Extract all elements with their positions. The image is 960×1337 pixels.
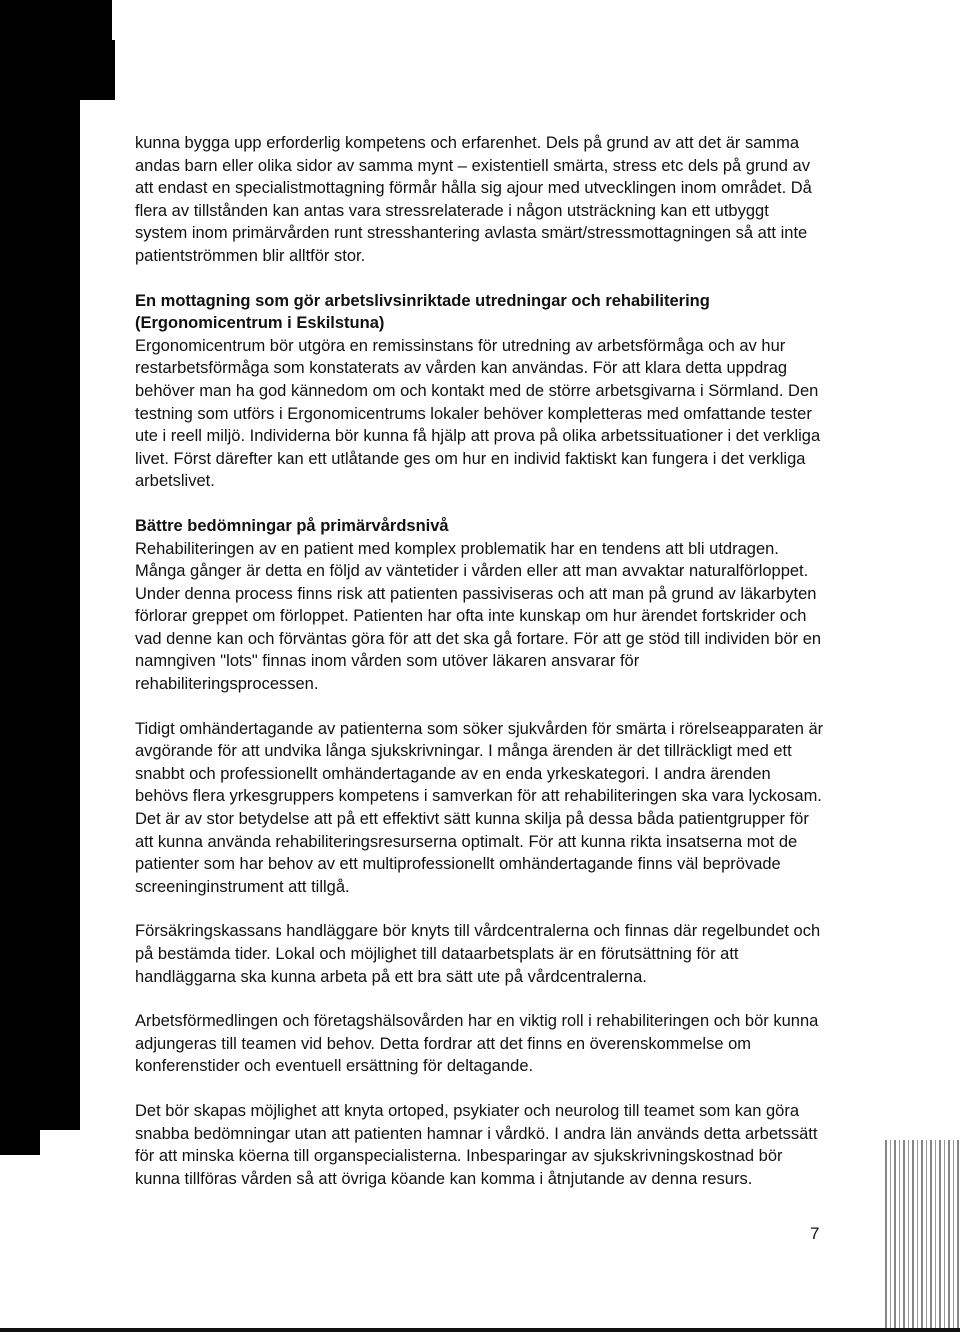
page-number: 7 — [810, 1224, 820, 1243]
scan-border-left — [0, 0, 80, 1130]
scan-border-left-notch — [80, 40, 115, 100]
paragraph-tidigt-omhandertagande: Tidigt omhändertagande av patienterna som söker sjukvården för smärta i rörelseapparaten är avgörande för att undvika långa sjukskrivningar. I många ärenden är det tillräckligt med ett snabbt och professionellt omhändertagande av en enda yrkeskategori. I andra ärenden behövs flera yrkesgruppers kompetens i samverkan för att rehabiliteringen ska vara lyckosam. Det är av stor betydelse att på ett effektivt sätt kunna skilja på dessa båda patientgrupper för att kunna använda rehabiliteringsresurserna optimalt. För att kunna rikta insatserna mot de patienter som har behov av ett multiprofessionellt omhändertagande finns väl beprövade screeninginstrument att tillgå. — [135, 719, 824, 896]
section-heading-primarvard: Bättre bedömningar på primärvårdsnivå — [135, 516, 449, 535]
paragraph-ergonomicentrum: Ergonomicentrum bör utgöra en remissinstans för utredning av arbetsförmåga och av hur restarbetsförmåga som konstaterats av vården kan användas. För att klara detta uppdrag behöver man ha god kännedom om och kontakt med de större arbetsgivarna i Sörmland. Den testning som utförs i Ergonomicentrums lokaler behöver kompletteras med omfattande tester ute i reell miljö. Individerna bör kunna få hjälp att prova på olika arbetssituationer i det verkliga livet. Först därefter kan ett utlåtande ges om hur en individ faktiskt kan fungera i det verkliga arbetslivet. — [135, 336, 821, 491]
paragraph-intro: kunna bygga upp erforderlig kompetens och erfarenhet. Dels på grund av att det är samma andas barn eller olika sidor av samma mynt – existentiell smärta, stress etc dels på grund av att endast en specialistmottagning förmår hålla sig ajour med utvecklingen inom området. Då flera av tillstånden kan antas vara stressrelaterade i någon utsträckning kan ett utbyggt system inom primärvården runt stresshantering avlasta smärt/stressmottagningen så att inte patientströmmen blir alltför stor. — [135, 134, 812, 265]
paragraph-rehabilitering: Rehabiliteringen av en patient med komplex problematik har en tendens att bli utdragen. Många gånger är detta en följd av väntetider i vården eller att man avvaktar naturalförloppet. Under denna process finns risk att patienten passiviseras och att man på grund av läkarbyten förlorar greppet om förloppet. Patienten har ofta inte kunskap om hur ärendet fortskrider och vad denne kan och förväntas göra för att det ska gå fortare. För att ge stöd till individen bör en namngiven "lots" finnas inom vården som utöver läkaren ansvarar för rehabiliteringsprocessen. — [135, 539, 822, 694]
document-body — [135, 132, 825, 1190]
paragraph-forsakringskassan: Försäkringskassans handläggare bör knyts till vårdcentralerna och finnas där regelbundet och på bestämda tider. Lokal och möjlighet till dataarbetsplats är en förutsättning för att handläggarna ska kunna arbeta på ett bra sätt ute på vårdcentralerna. — [135, 922, 821, 986]
scan-border-bottom-left — [0, 1130, 40, 1155]
scan-noise — [885, 1140, 960, 1330]
scan-border-bottom — [0, 1328, 960, 1332]
paragraph-arbetsformedlingen: Arbetsförmedlingen och företagshälsovården har en viktig roll i rehabiliteringen och bör kunna adjungeras till teamen vid behov. Detta fordrar att det finns en överenskommelse om konferenstider och eventuell ersättning för deltagande. — [135, 1012, 819, 1076]
section-heading-ergonomicentrum: En mottagning som gör arbetslivsinriktade utredningar och rehabilitering (Ergonomicentrum i Eskilstuna) — [135, 291, 710, 333]
paragraph-specialister: Det bör skapas möjlighet att knyta ortoped, psykiater och neurolog till teamet som kan göra snabba bedömningar utan att patienten hamnar i vårdkö. I andra län används detta arbetssätt för att minska köerna till organspecialisterna. Inbesparingar av sjukskrivningskostnad bör kunna tillföras vården så att övriga köande kan komma i åtnjutande av denna resurs. — [135, 1101, 818, 1188]
